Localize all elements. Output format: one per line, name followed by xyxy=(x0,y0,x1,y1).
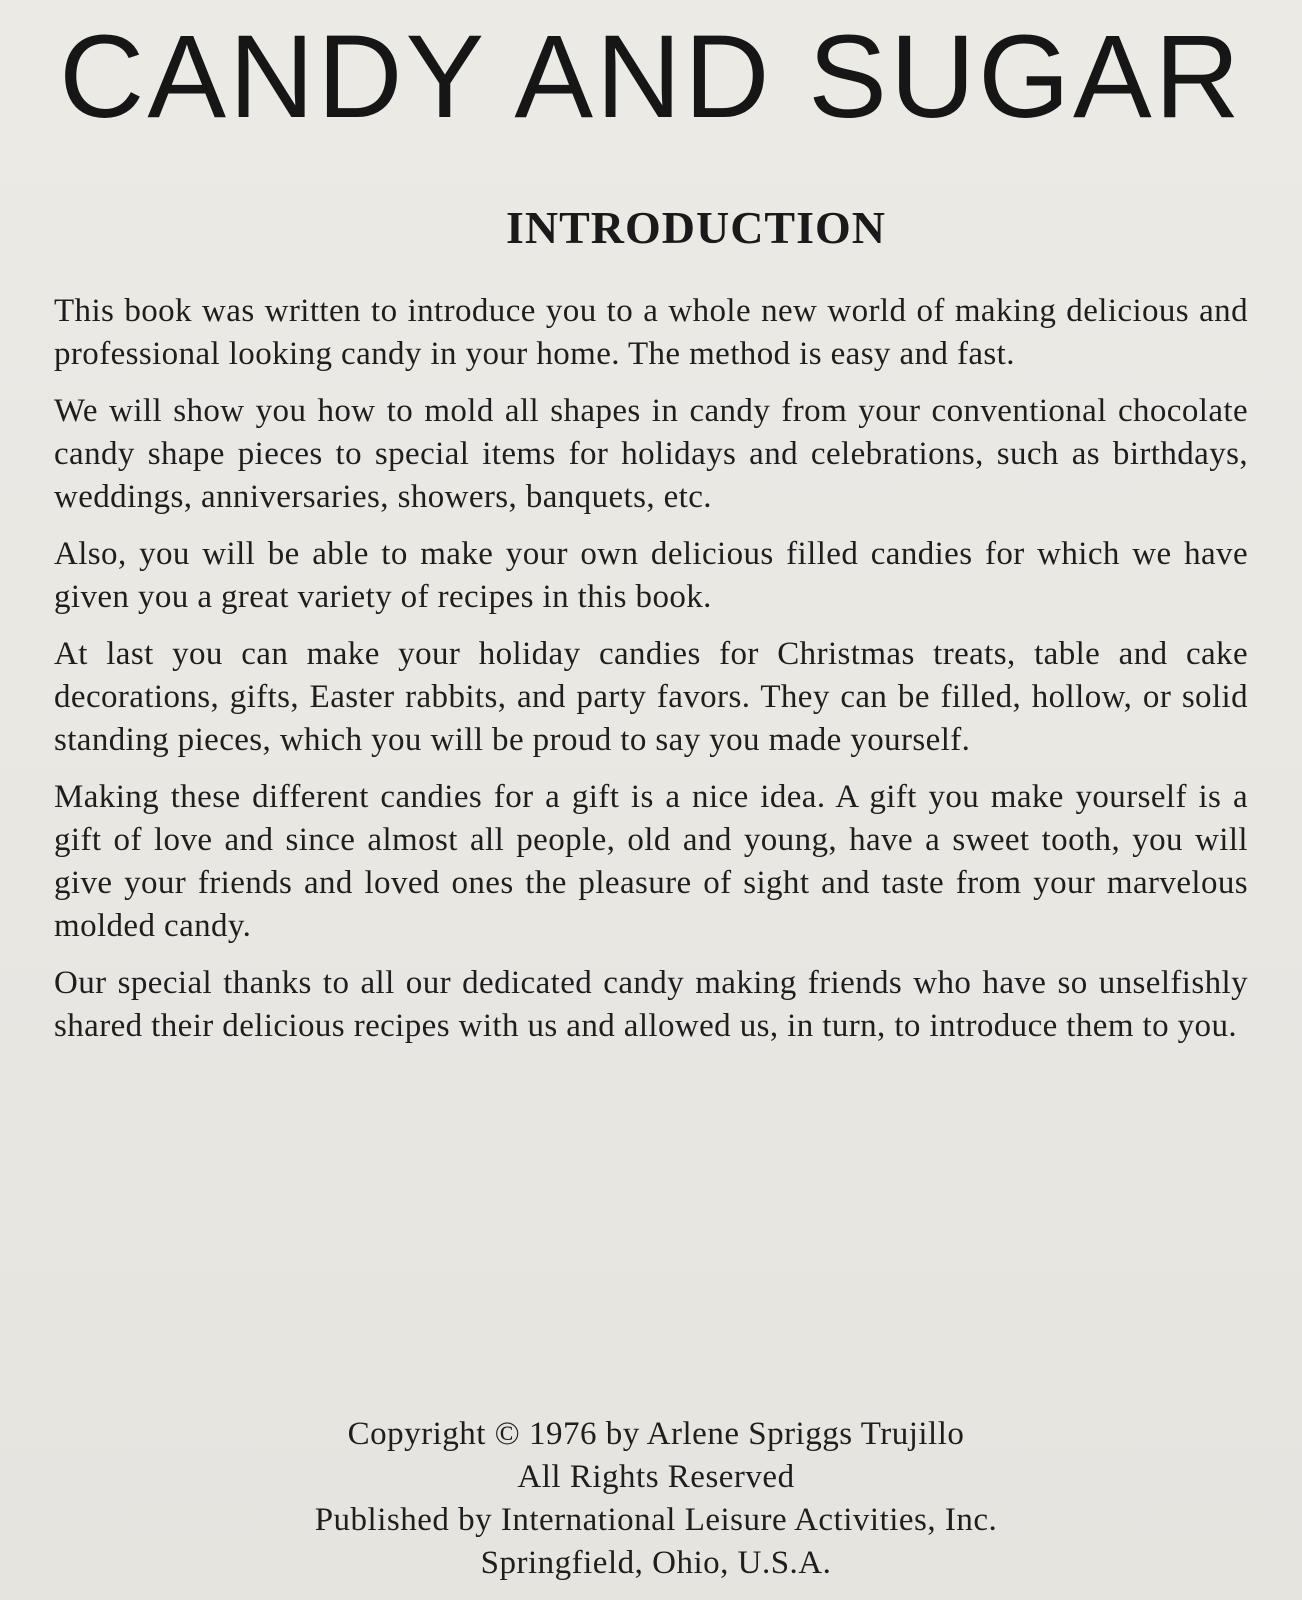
section-heading: INTRODUCTION xyxy=(505,202,887,253)
publisher-line: Published by International Leisure Activities, Inc. xyxy=(314,1502,998,1538)
copyright-block xyxy=(0,1413,1302,1585)
copyright-line: Copyright © 1976 by Arlene Spriggs Trujillo xyxy=(347,1416,965,1452)
intro-paragraph: Our special thanks to all our dedicated candy making friends who have so unselfishly shared their delicious recipes with us and allowed us, in turn, to introduce them to you. xyxy=(54,965,1248,1044)
introduction-body xyxy=(54,290,1248,1062)
location-line: Springfield, Ohio, U.S.A. xyxy=(480,1545,832,1581)
intro-paragraph: Also, you will be able to make your own delicious filled candies for which we have given you a great variety of recipes in this book. xyxy=(54,536,1248,615)
intro-paragraph: At last you can make your holiday candies for Christmas treats, table and cake decorations, gifts, Easter rabbits, and party favors. They can be filled, hollow, or solid standing pieces, which you will be proud to say you made yourself. xyxy=(54,636,1248,758)
rights-line: All Rights Reserved xyxy=(517,1459,795,1495)
intro-paragraph: Making these different candies for a gift is a nice idea. A gift you make yourself is a gift of love and since almost all people, old and young, have a sweet tooth, you will give your friends and loved ones the pleasure of sight and taste from your marvelous molded candy. xyxy=(54,779,1248,944)
intro-paragraph: We will show you how to mold all shapes in candy from your conventional chocolate candy shape pieces to special items for holidays and celebrations, such as birthdays, weddings, anniversaries, showers, banquets, etc. xyxy=(54,393,1248,515)
book-title: CANDY AND SUGAR xyxy=(59,11,1243,143)
intro-paragraph: This book was written to introduce you to a whole new world of making delicious and professional looking candy in your home. The method is easy and fast. xyxy=(54,293,1248,372)
